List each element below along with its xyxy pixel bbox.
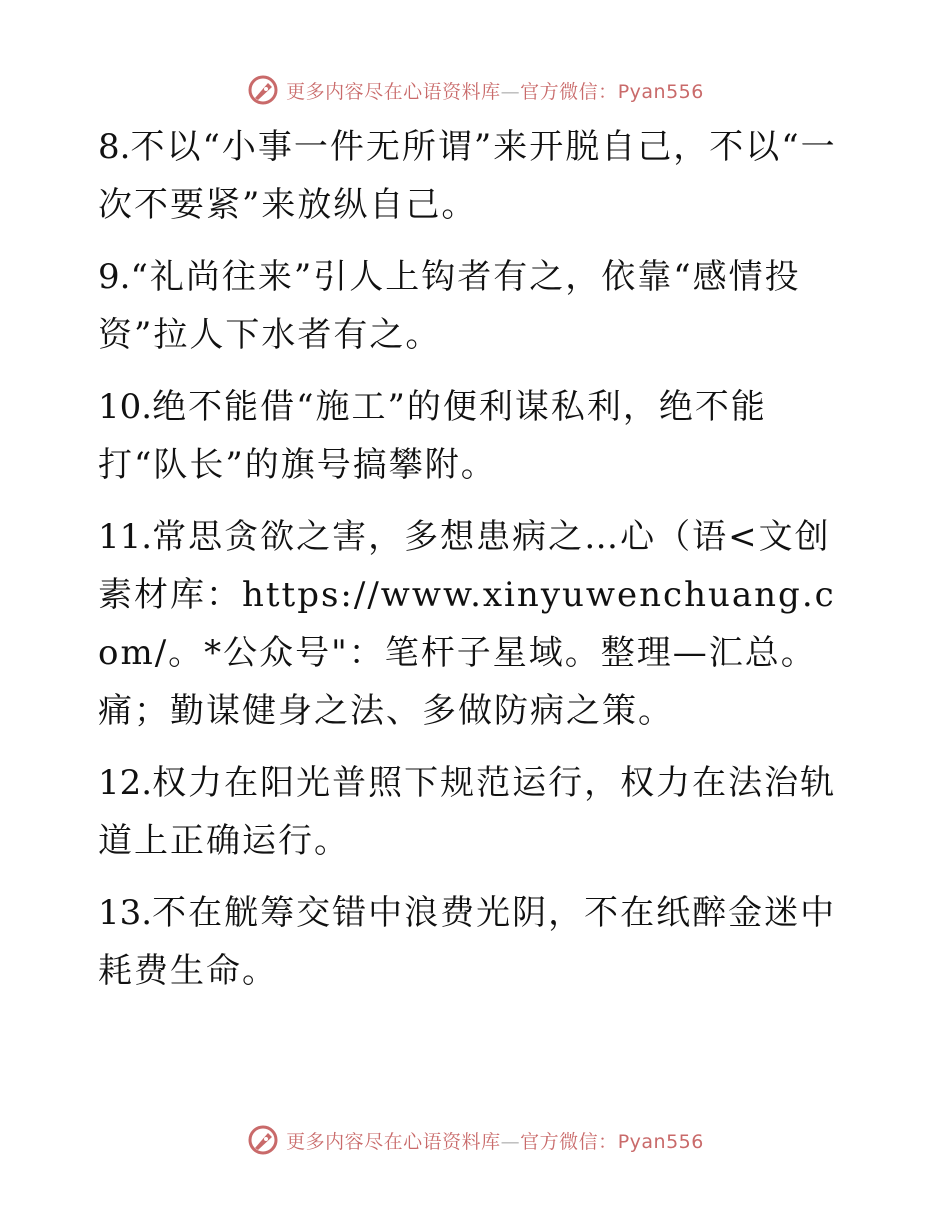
paragraph-text: 常思贪欲之害，多想患病之…心（语<文创素材库：https://www.xinyuwenchuang.com/。*公众号"：笔杆子星域。整理—汇总。痛；勤谋健身之法、多做防病之策。 — [98, 517, 836, 731]
paragraph-11 — [98, 508, 858, 740]
watermark-main: 更多内容尽在心语资料库 — [286, 80, 501, 103]
watermark-wechat-id: Pyan556 — [617, 80, 704, 103]
paragraph-number: 10. — [98, 387, 153, 427]
paragraph-12 — [98, 754, 858, 870]
paragraph-number: 13. — [98, 893, 153, 933]
watermark-official: 官方微信： — [520, 1130, 618, 1153]
watermark-separator: — — [500, 1130, 521, 1153]
paragraph-text: 不在觥筹交错中浪费光阴，不在纸醉金迷中耗费生命。 — [98, 893, 837, 991]
paragraph-number: 8. — [98, 127, 131, 167]
paragraph-number: 12. — [98, 763, 153, 803]
watermark-text — [286, 1127, 704, 1154]
paragraph-text: “礼尚往来”引人上钩者有之，依靠“感情投资”拉人下水者有之。 — [98, 257, 801, 355]
header-watermark — [0, 70, 950, 110]
watermark-text — [286, 77, 704, 104]
paragraph-8 — [98, 118, 858, 234]
paragraph-10 — [98, 378, 858, 494]
pen-nib-icon — [246, 73, 280, 107]
paragraph-number: 11. — [98, 517, 153, 557]
paragraph-13 — [98, 884, 858, 1000]
paragraph-text: 权力在阳光普照下规范运行，权力在法治轨道上正确运行。 — [98, 763, 837, 861]
watermark-separator: — — [500, 80, 521, 103]
paragraph-9 — [98, 248, 858, 364]
pen-nib-icon — [246, 1123, 280, 1157]
document-body — [98, 118, 858, 1014]
paragraph-number: 9. — [98, 257, 131, 297]
footer-watermark — [0, 1120, 950, 1160]
paragraph-text: 不以“小事一件无所谓”来开脱自己，不以“一次不要紧”来放纵自己。 — [98, 127, 837, 225]
watermark-official: 官方微信： — [520, 80, 618, 103]
watermark-main: 更多内容尽在心语资料库 — [286, 1130, 501, 1153]
watermark-wechat-id: Pyan556 — [617, 1130, 704, 1153]
paragraph-text: 绝不能借“施工”的便利谋私利，绝不能打“队长”的旗号搞攀附。 — [98, 387, 767, 485]
